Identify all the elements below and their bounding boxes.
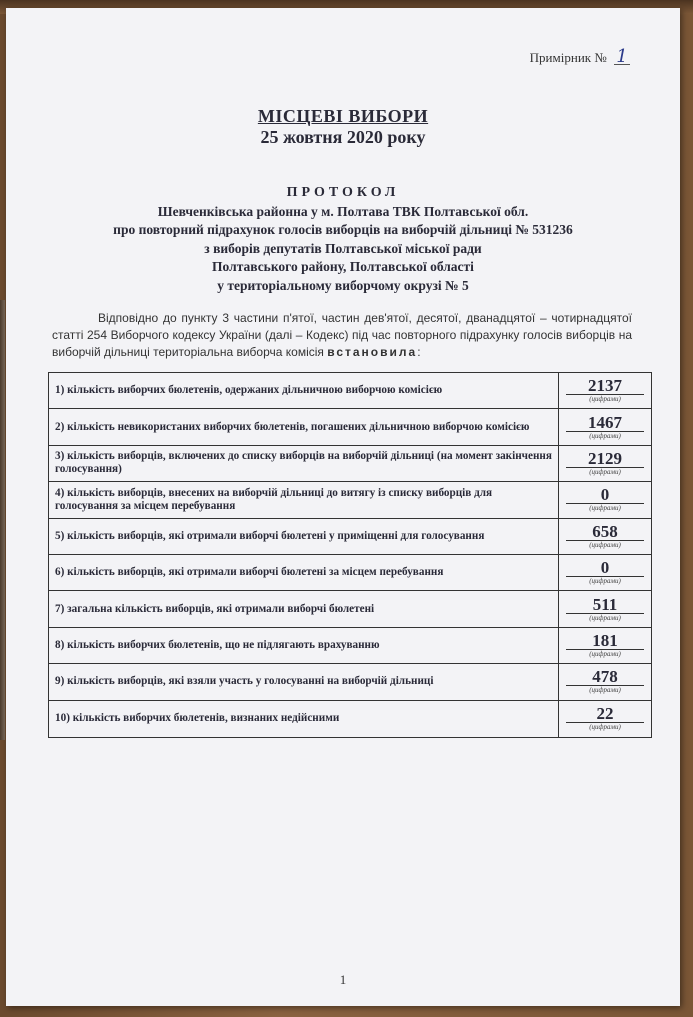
row-value: 1467 bbox=[566, 414, 644, 432]
row-value: 181 bbox=[566, 632, 644, 650]
row-value-cell bbox=[559, 628, 651, 663]
table-row bbox=[49, 628, 651, 664]
figures-caption: (цифрами) bbox=[589, 395, 621, 404]
title-date: 25 жовтня 2020 року bbox=[260, 127, 426, 147]
row-value: 511 bbox=[566, 596, 644, 614]
protocol-election: з виборів депутатів Полтавської міської ради bbox=[204, 240, 482, 256]
table-row bbox=[49, 519, 651, 555]
figures-caption: (цифрами) bbox=[589, 467, 621, 476]
figures-caption: (цифрами) bbox=[589, 686, 621, 695]
row-value-cell bbox=[559, 373, 651, 408]
figures-caption: (цифрами) bbox=[589, 504, 621, 513]
figures-caption: (цифрами) bbox=[589, 649, 621, 658]
intro-paragraph bbox=[52, 310, 632, 361]
row-value-cell bbox=[559, 664, 651, 699]
table-row bbox=[49, 482, 651, 518]
figures-caption: (цифрами) bbox=[589, 577, 621, 586]
row-value-cell bbox=[559, 555, 651, 590]
row-value: 2137 bbox=[566, 377, 644, 395]
table-row bbox=[49, 701, 651, 737]
row-label: 10) кількість виборчих бюлетенів, визнаних недійсними bbox=[49, 701, 559, 737]
row-value-cell bbox=[559, 701, 651, 737]
table-row bbox=[49, 664, 651, 700]
protocol-subject: про повторний підрахунок голосів виборців на виборчій дільниці № 531236 bbox=[113, 222, 573, 237]
row-label: 5) кількість виборців, які отримали виборчі бюлетені у приміщенні для голосування bbox=[49, 519, 559, 554]
copy-label: Примірник № bbox=[529, 50, 607, 65]
figures-caption: (цифрами) bbox=[589, 540, 621, 549]
row-value-cell bbox=[559, 409, 651, 444]
document-title bbox=[6, 106, 680, 148]
row-value: 0 bbox=[566, 559, 644, 577]
results-table bbox=[48, 372, 652, 738]
row-label: 9) кількість виборців, які взяли участь у голосуванні на виборчій дільниці bbox=[49, 664, 559, 699]
protocol-region: Полтавського району, Полтавської області bbox=[212, 259, 474, 274]
row-value: 2129 bbox=[566, 450, 644, 468]
row-label: 8) кількість виборчих бюлетенів, що не підлягають врахуванню bbox=[49, 628, 559, 663]
row-value: 478 bbox=[566, 668, 644, 686]
row-label: 1) кількість виборчих бюлетенів, одержаних дільничною виборчою комісією bbox=[49, 373, 559, 408]
row-value-cell bbox=[559, 591, 651, 626]
copy-number: 1 bbox=[614, 50, 630, 65]
page-number: 1 bbox=[339, 972, 347, 987]
row-value-cell bbox=[559, 519, 651, 554]
intro-colon: : bbox=[417, 345, 421, 359]
row-label: 2) кількість невикористаних виборчих бюлетенів, погашених дільничною виборчою комісією bbox=[49, 409, 559, 444]
row-value-cell bbox=[559, 482, 651, 517]
table-row bbox=[49, 373, 651, 409]
copy-number-line bbox=[529, 46, 630, 67]
table-row bbox=[49, 555, 651, 591]
intro-resolved: встановила bbox=[327, 345, 418, 359]
table-row bbox=[49, 409, 651, 445]
binder-edge bbox=[0, 300, 5, 740]
figures-caption: (цифрами) bbox=[589, 723, 621, 732]
intro-text: Відповідно до пункту 3 частини п'ятої, частин дев'ятої, десятої, дванадцятої – чотирнадцятої статті 254 Виборчого кодексу України (далі – Кодекс) під час повторного підрахунку голосів виборців на виборчій дільниці територіальна виборча комісія bbox=[52, 311, 632, 359]
row-label: 4) кількість виборців, внесених на виборчій дільниці до витягу із списку виборців для голосування за місцем перебування bbox=[49, 482, 559, 517]
protocol-heading: ПРОТОКОЛ bbox=[286, 185, 400, 200]
protocol-header bbox=[6, 184, 680, 295]
protocol-district: у територіальному виборчому окрузі № 5 bbox=[217, 277, 469, 293]
figures-caption: (цифрами) bbox=[589, 431, 621, 440]
row-label: 3) кількість виборців, включених до списку виборців на виборчій дільниці (на момент закінчення голосування) bbox=[49, 446, 559, 481]
figures-caption: (цифрами) bbox=[589, 613, 621, 622]
title-heading: МІСЦЕВІ ВИБОРИ bbox=[257, 106, 429, 126]
row-value-cell bbox=[559, 446, 651, 481]
protocol-sheet bbox=[6, 8, 680, 1006]
row-label: 7) загальна кількість виборців, які отримали виборчі бюлетені bbox=[49, 591, 559, 626]
row-label: 6) кількість виборців, які отримали виборчі бюлетені за місцем перебування bbox=[49, 555, 559, 590]
row-value: 658 bbox=[566, 523, 644, 541]
table-row bbox=[49, 446, 651, 482]
table-row bbox=[49, 591, 651, 627]
protocol-commission: Шевченківська районна у м. Полтава ТВК Полтавської обл. bbox=[157, 203, 529, 219]
row-value: 0 bbox=[566, 486, 644, 504]
row-value: 22 bbox=[566, 705, 644, 723]
